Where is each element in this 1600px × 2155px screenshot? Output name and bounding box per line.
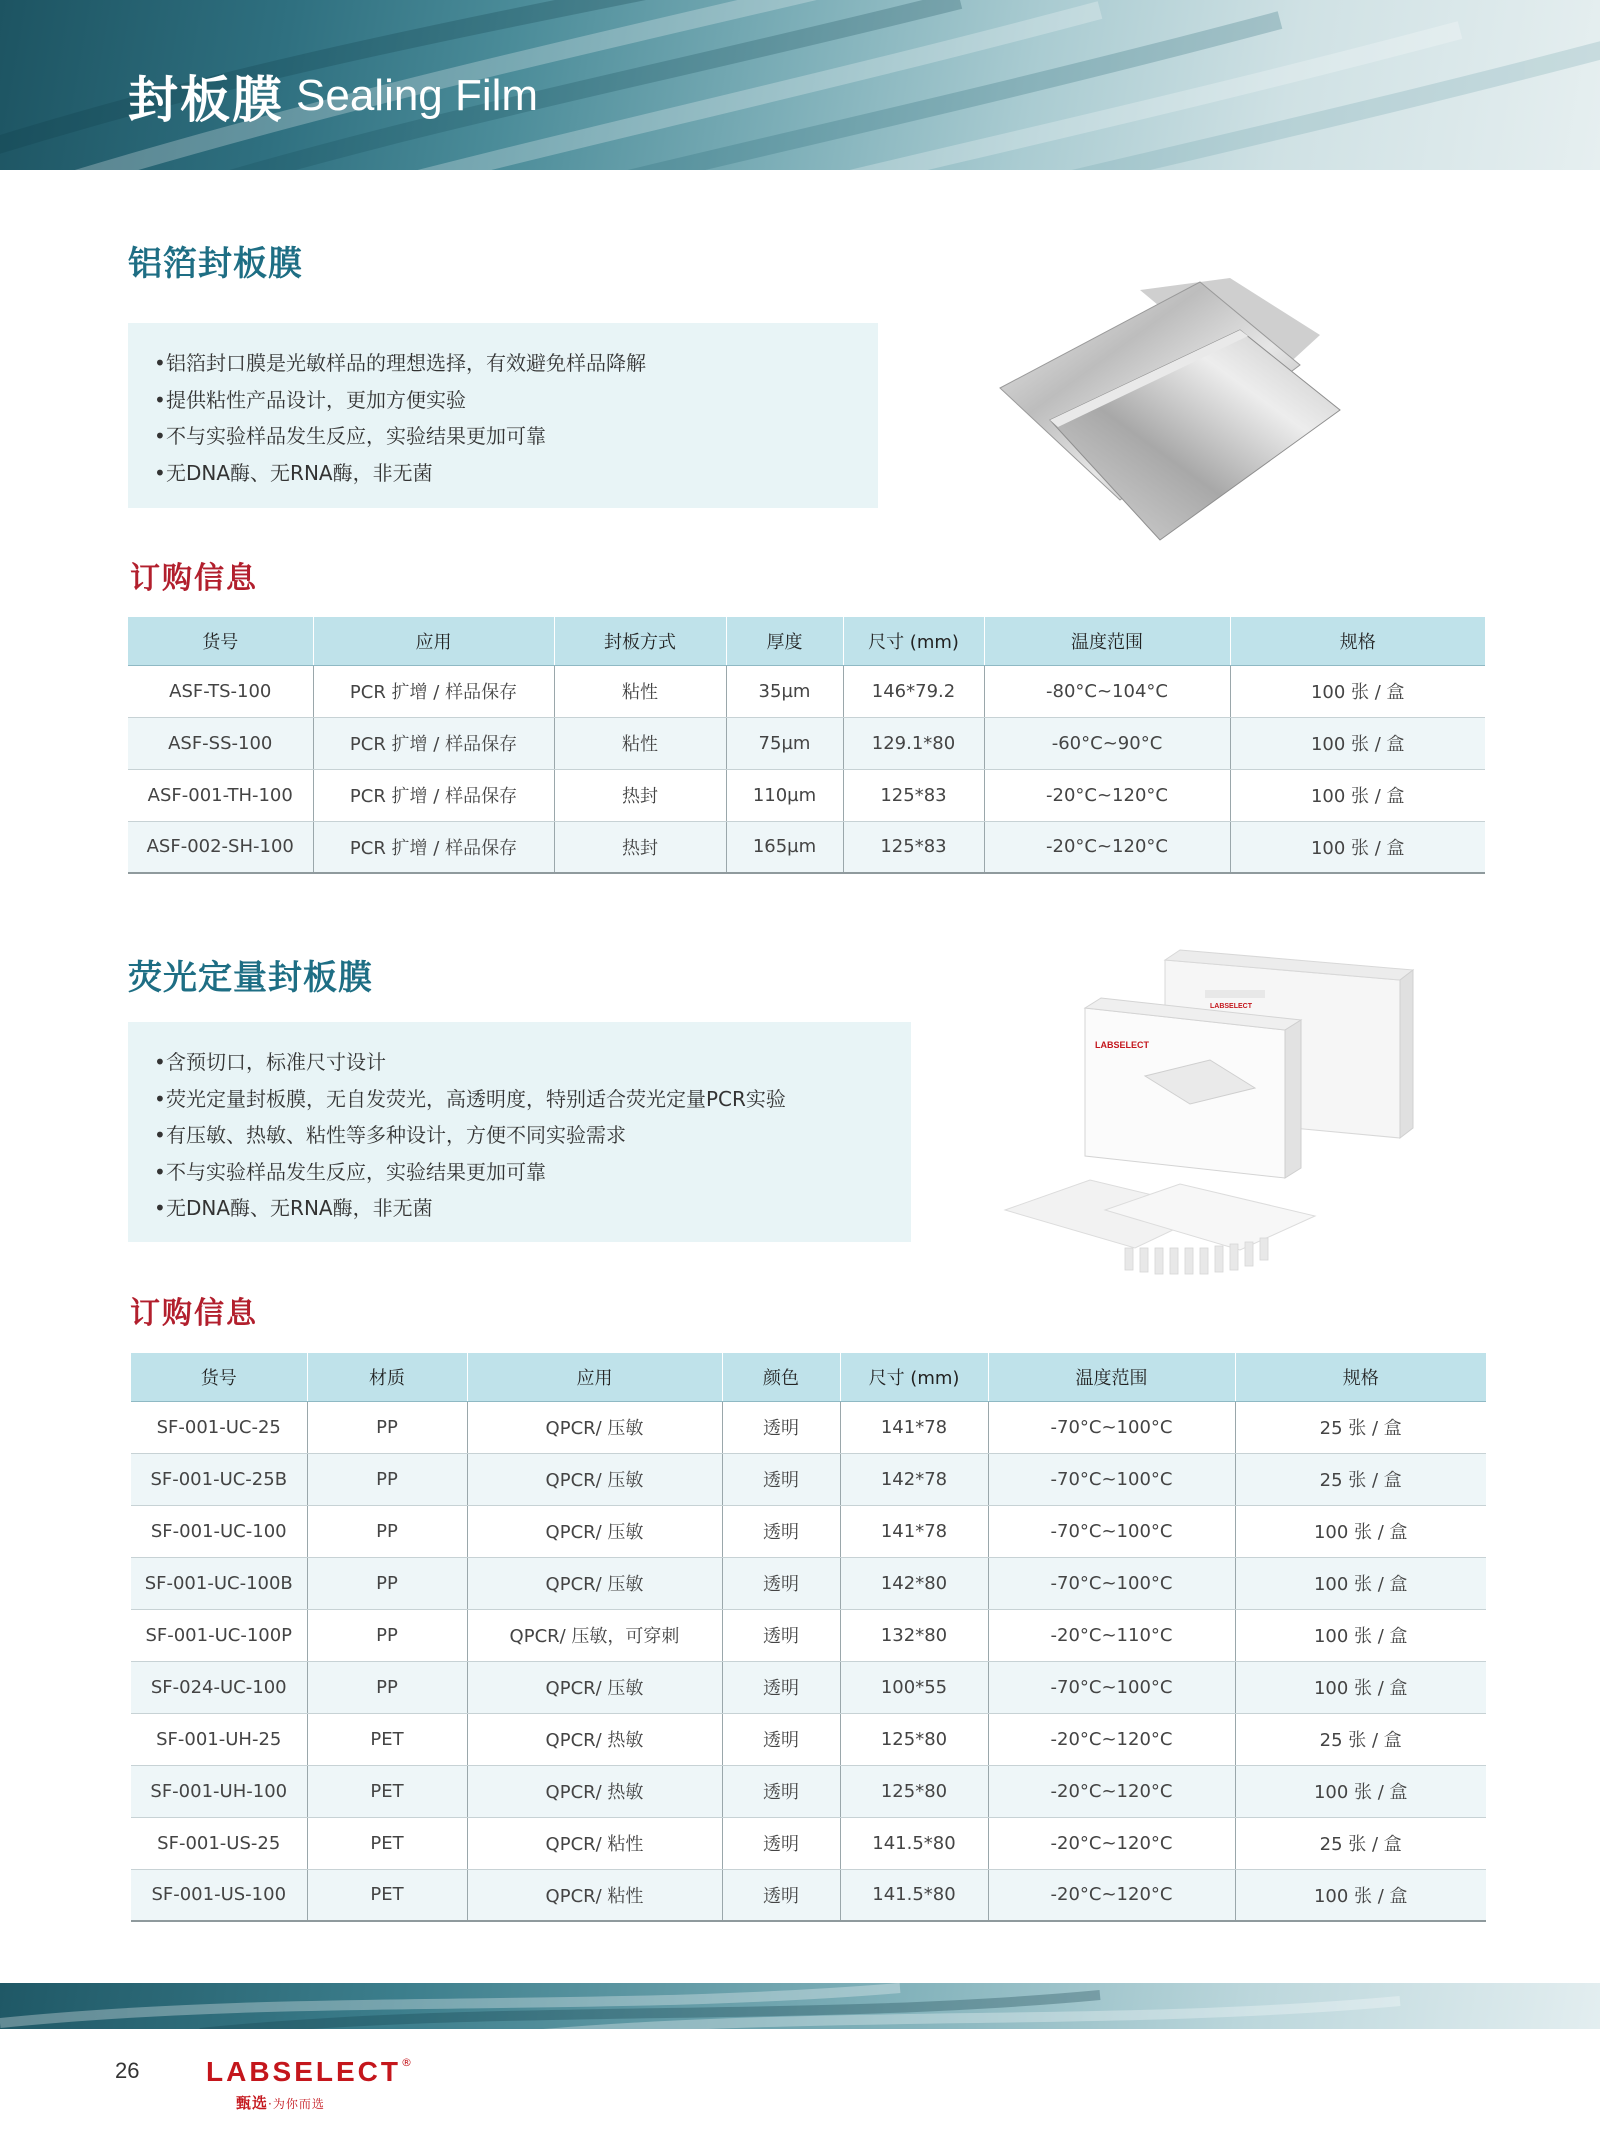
feature-item: •铝箔封口膜是光敏样品的理想选择，有效避免样品降解: [154, 351, 646, 375]
table-cell: 100 张 / 盒: [1235, 1765, 1486, 1817]
table-cell: -70°C~100°C: [988, 1453, 1235, 1505]
table-cell: PCR 扩增 / 样品保存: [313, 821, 554, 873]
feature-box-aluminum: [128, 323, 878, 508]
table-cell: -20°C~120°C: [988, 1869, 1235, 1921]
page-title-en: Sealing Film: [296, 71, 539, 120]
table-cell: SF-001-UC-100B: [131, 1557, 307, 1609]
table-row: [131, 1869, 1486, 1921]
table-cell: 100 张 / 盒: [1230, 821, 1485, 873]
table-cell: QPCR/ 粘性: [467, 1817, 722, 1869]
feature-item: •无DNA酶、无RNA酶，非无菌: [154, 460, 433, 485]
table-cell: 141.5*80: [840, 1817, 988, 1869]
column-header: 尺寸 (mm): [843, 617, 984, 665]
table-cell: 100*55: [840, 1661, 988, 1713]
table-cell: 100 张 / 盒: [1230, 717, 1485, 769]
column-header: 尺寸 (mm): [840, 1353, 988, 1401]
table-cell: 132*80: [840, 1609, 988, 1661]
logo-sub-zh: 甄选: [236, 2094, 269, 2112]
table-cell: 透明: [722, 1661, 840, 1713]
feature-list: [154, 345, 878, 491]
feature-item: •不与实验样品发生反应，实验结果更加可靠: [154, 1159, 546, 1184]
table-cell: 100 张 / 盒: [1235, 1609, 1486, 1661]
table-cell: PP: [307, 1453, 467, 1505]
table-cell: SF-001-UH-100: [131, 1765, 307, 1817]
table-cell: 100 张 / 盒: [1235, 1505, 1486, 1557]
column-header: 货号: [131, 1353, 307, 1401]
table-cell: 129.1*80: [843, 717, 984, 769]
table-row: [131, 1609, 1486, 1661]
table-cell: -70°C~100°C: [988, 1661, 1235, 1713]
feature-item: •不与实验样品发生反应，实验结果更加可靠: [154, 424, 546, 448]
table-cell: SF-001-UH-25: [131, 1713, 307, 1765]
table-cell: 粘性: [554, 717, 726, 769]
table-cell: QPCR/ 压敏: [467, 1453, 722, 1505]
feature-item: •无DNA酶、无RNA酶，非无菌: [154, 1196, 433, 1220]
table-cell: -20°C~120°C: [988, 1765, 1235, 1817]
table-cell: 125*80: [840, 1765, 988, 1817]
table-cell: 125*83: [843, 821, 984, 873]
table-row: [131, 1765, 1486, 1817]
table-cell: -70°C~100°C: [988, 1505, 1235, 1557]
table-cell: ASF-SS-100: [128, 717, 313, 769]
table-cell: 125*80: [840, 1713, 988, 1765]
table-cell: 25 张 / 盒: [1235, 1401, 1486, 1453]
table-cell: ASF-002-SH-100: [128, 821, 313, 873]
table-row: [128, 665, 1485, 717]
table-cell: 35µm: [726, 665, 843, 717]
table-cell: 100 张 / 盒: [1235, 1661, 1486, 1713]
table-cell: 粘性: [554, 665, 726, 717]
table-cell: QPCR/ 压敏: [467, 1401, 722, 1453]
table-cell: PP: [307, 1661, 467, 1713]
footer-wave-pattern: [0, 1983, 1600, 2029]
table-cell: 25 张 / 盒: [1235, 1713, 1486, 1765]
section-title-qpcr: 荧光定量封板膜: [128, 958, 373, 998]
table-header-row: [131, 1353, 1486, 1401]
table-cell: 125*83: [843, 769, 984, 821]
column-header: 应用: [467, 1353, 722, 1401]
logo-registered-mark: ®: [401, 2056, 412, 2069]
table-cell: QPCR/ 热敏: [467, 1765, 722, 1817]
table-row: [131, 1557, 1486, 1609]
order-info-title-1: 订购信息: [130, 561, 258, 596]
aluminum-foil-image: [990, 270, 1410, 560]
table-cell: SF-001-UC-25: [131, 1401, 307, 1453]
feature-item: •荧光定量封板膜，无自发荧光，高透明度，特别适合荧光定量PCR实验: [154, 1086, 786, 1111]
table-cell: PP: [307, 1557, 467, 1609]
table-row: [131, 1661, 1486, 1713]
page-number: 26: [115, 2058, 140, 2083]
column-header: 规格: [1235, 1353, 1486, 1401]
table-cell: 100 张 / 盒: [1230, 665, 1485, 717]
column-header: 温度范围: [984, 617, 1230, 665]
labselect-logo: [206, 2056, 412, 2113]
table-cell: -20°C~120°C: [988, 1713, 1235, 1765]
table-cell: 110µm: [726, 769, 843, 821]
section-title-aluminum: 铝箔封板膜: [128, 244, 303, 284]
table-cell: 75µm: [726, 717, 843, 769]
table-cell: 透明: [722, 1401, 840, 1453]
table-cell: QPCR/ 压敏: [467, 1557, 722, 1609]
column-header: 颜色: [722, 1353, 840, 1401]
table-cell: 透明: [722, 1453, 840, 1505]
qpcr-film-box-image: [995, 948, 1415, 1300]
table-cell: SF-001-UC-100: [131, 1505, 307, 1557]
page-title-zh: 封板膜: [128, 71, 284, 129]
table-cell: 透明: [722, 1765, 840, 1817]
table-cell: QPCR/ 热敏: [467, 1713, 722, 1765]
table-cell: QPCR/ 粘性: [467, 1869, 722, 1921]
table-row: [128, 769, 1485, 821]
table-cell: 142*80: [840, 1557, 988, 1609]
table-header-row: [128, 617, 1485, 665]
feature-item: •提供粘性产品设计，更加方便实验: [154, 387, 466, 412]
table-row: [131, 1401, 1486, 1453]
feature-box-qpcr: [128, 1022, 911, 1242]
table-cell: 142*78: [840, 1453, 988, 1505]
header-banner: [0, 0, 1600, 170]
table-cell: PET: [307, 1713, 467, 1765]
table-cell: 25 张 / 盒: [1235, 1817, 1486, 1869]
qpcr-order-table: [131, 1353, 1486, 1922]
table-cell: 透明: [722, 1869, 840, 1921]
feature-item: •有压敏、热敏、粘性等多种设计，方便不同实验需求: [154, 1123, 626, 1147]
table-cell: 透明: [722, 1817, 840, 1869]
logo-text: LABSELECT: [206, 2056, 401, 2087]
table-cell: PET: [307, 1817, 467, 1869]
column-header: 厚度: [726, 617, 843, 665]
table-row: [131, 1713, 1486, 1765]
table-cell: -20°C~110°C: [988, 1609, 1235, 1661]
table-cell: 146*79.2: [843, 665, 984, 717]
table-cell: SF-001-US-100: [131, 1869, 307, 1921]
logo-tagline: ·为你而选: [268, 2097, 325, 2111]
table-row: [131, 1453, 1486, 1505]
table-cell: SF-001-UC-25B: [131, 1453, 307, 1505]
table-row: [131, 1505, 1486, 1557]
page-title: [128, 60, 538, 132]
table-cell: 热封: [554, 769, 726, 821]
table-cell: SF-024-UC-100: [131, 1661, 307, 1713]
table-cell: PCR 扩增 / 样品保存: [313, 717, 554, 769]
table-cell: QPCR/ 压敏: [467, 1505, 722, 1557]
table-cell: -70°C~100°C: [988, 1557, 1235, 1609]
feature-item: •含预切口，标准尺寸设计: [154, 1050, 386, 1074]
box-brand-label: LABSELECT: [1095, 1040, 1149, 1050]
table-cell: PET: [307, 1869, 467, 1921]
table-cell: -80°C~104°C: [984, 665, 1230, 717]
table-cell: 141*78: [840, 1401, 988, 1453]
table-cell: -20°C~120°C: [988, 1817, 1235, 1869]
footer-banner: [0, 1983, 1600, 2029]
column-header: 货号: [128, 617, 313, 665]
table-cell: 透明: [722, 1713, 840, 1765]
order-info-title-2: 订购信息: [130, 1296, 258, 1331]
table-cell: SF-001-UC-100P: [131, 1609, 307, 1661]
table-cell: ASF-001-TH-100: [128, 769, 313, 821]
table-cell: ASF-TS-100: [128, 665, 313, 717]
column-header: 温度范围: [988, 1353, 1235, 1401]
table-cell: 透明: [722, 1557, 840, 1609]
table-cell: 100 张 / 盒: [1235, 1557, 1486, 1609]
table-cell: 141*78: [840, 1505, 988, 1557]
table-cell: PP: [307, 1609, 467, 1661]
table-cell: 25 张 / 盒: [1235, 1453, 1486, 1505]
table-cell: QPCR/ 压敏，可穿刺: [467, 1609, 722, 1661]
table-cell: PCR 扩增 / 样品保存: [313, 665, 554, 717]
table-cell: 141.5*80: [840, 1869, 988, 1921]
table-cell: 165µm: [726, 821, 843, 873]
feature-list: [154, 1044, 911, 1227]
table-cell: -60°C~90°C: [984, 717, 1230, 769]
logo-subtitle: [206, 2092, 412, 2113]
table-cell: 100 张 / 盒: [1230, 769, 1485, 821]
table-row: [128, 821, 1485, 873]
table-cell: PP: [307, 1401, 467, 1453]
table-cell: SF-001-US-25: [131, 1817, 307, 1869]
table-cell: -20°C~120°C: [984, 769, 1230, 821]
table-cell: PP: [307, 1505, 467, 1557]
column-header: 规格: [1230, 617, 1485, 665]
column-header: 材质: [307, 1353, 467, 1401]
table-cell: -70°C~100°C: [988, 1401, 1235, 1453]
box-brand-label: LABSELECT: [1210, 1003, 1252, 1010]
table-cell: 热封: [554, 821, 726, 873]
aluminum-order-table: [128, 617, 1485, 874]
table-row: [131, 1817, 1486, 1869]
table-row: [128, 717, 1485, 769]
table-cell: PCR 扩增 / 样品保存: [313, 769, 554, 821]
table-cell: 透明: [722, 1609, 840, 1661]
column-header: 封板方式: [554, 617, 726, 665]
table-cell: 100 张 / 盒: [1235, 1869, 1486, 1921]
table-cell: PET: [307, 1765, 467, 1817]
table-cell: -20°C~120°C: [984, 821, 1230, 873]
column-header: 应用: [313, 617, 554, 665]
table-cell: 透明: [722, 1505, 840, 1557]
table-cell: QPCR/ 压敏: [467, 1661, 722, 1713]
